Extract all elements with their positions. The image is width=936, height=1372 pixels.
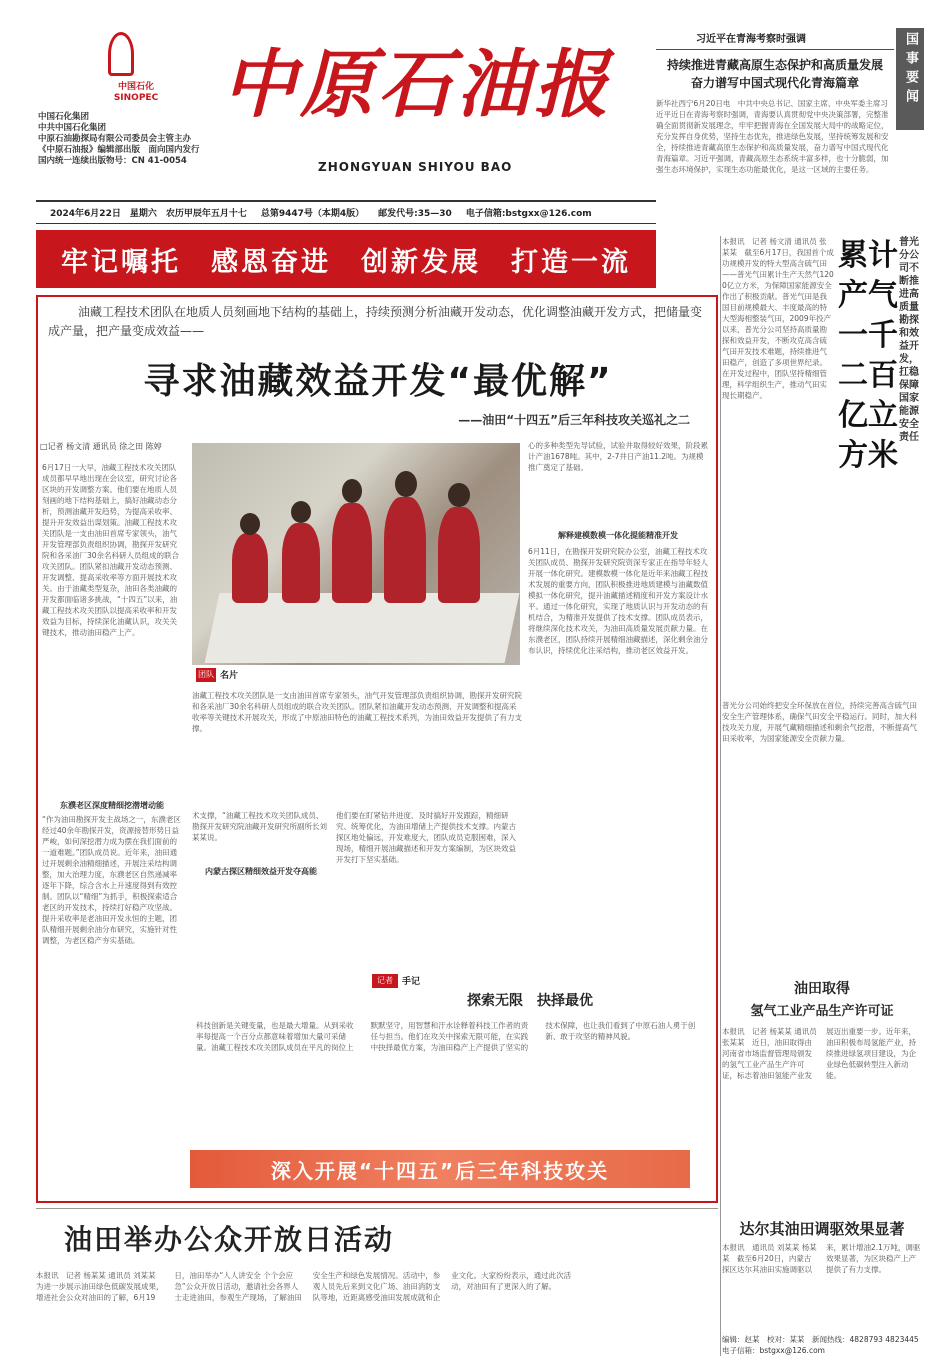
article-column: 术支撑，“油藏工程技术攻关团队成员、勘探开发研究院油藏开发研究所副所长刘某某说。 xyxy=(192,811,327,842)
notes-tag: 记者 xyxy=(372,974,398,988)
divider xyxy=(720,236,721,1356)
slogan-banner xyxy=(36,230,656,288)
article-column: 6月11日，在勘探开发研究院办公室，油藏工程技术攻关团队成员、勘探开发研究院资深专家正在指导年轻人开展一体化研究。建模数模一体化是近年来油藏工程技术发展的重要方向，团队积极推进地质建模与油藏数值模拟一体化研究，提升油藏描述精度和开发方案设计水平。通过一体化研究，实现了地质认识与开发动态的有机结合，为精准开发提供了技术支撑。团队成员表示，将继续深化技术攻关，为油田高质量发展贡献力量。在东濮老区，团队持续开展精细油藏描述，深化剩余油分布认识，持续优化注采结构，推动老区效益开发。 xyxy=(528,547,708,655)
article-column: 他们要在盯紧钻井进度、及时搞好开发跟踪，精细研究、统筹优化，为油田增储上产提供技术支撑。内蒙古探区地处偏远，开发难度大，团队成员克服困难，深入现场，精细开展油藏描述和开发方案编制，为区块效益开发打下坚实基础。 xyxy=(336,811,516,864)
top-news-box xyxy=(656,28,894,224)
person-shape xyxy=(232,533,268,603)
head-shape xyxy=(240,513,260,535)
postal-code: 邮发代号:35—30 xyxy=(378,209,452,219)
publisher-line: 中共中国石化集团 xyxy=(38,123,107,133)
issue-number: 总第9447号（本期4版） xyxy=(260,209,365,219)
head-shape xyxy=(395,471,417,497)
publisher-line: 国内统一连续出版物号：CN 41-0054 xyxy=(38,156,187,166)
article-column: 6月17日一大早，油藏工程技术攻关团队成员都早早地出现在会议室，研究讨论各区块的开发调整方案。他们要在地质人员刻画的地下结构基础上，搞好油藏动态分析，预测油藏开发趋势，为提高采收率、提升开发效益出谋划策。油藏工程技术攻关团队是一支由油田首席专家领头，油气开发管理部负责组织协调，勘探开发研究院和各采油厂30余名科研人员组成的联合攻关团队。团队紧扣油藏开发动态预测、开发调整、提高采收率等方面开展技术攻关。由于油藏类型复杂，油田各类油藏的开发都面临诸多挑战，“十四五”以来，油藏工程技术攻关团队以提高采收率和开发效益为目标，持续深化油藏认识，攻关关键技术，推动油田稳产上产。 xyxy=(42,463,180,637)
section-subhead: 内蒙古探区精细效益开发夺高能 xyxy=(205,867,317,876)
caption-label: 名片 xyxy=(220,671,239,681)
head-shape xyxy=(448,483,470,507)
bottom-right-headline[interactable]: 达尔其油田调驱效果显著 xyxy=(739,1220,905,1238)
person-shape xyxy=(332,503,372,603)
top-news-title-2[interactable]: 奋力谱写中国式现代化青海篇章 xyxy=(690,76,859,90)
team-card-text: 油藏工程技术攻关团队是一支由油田首席专家领头，油气开发管理部负责组织协调，勘探开发研究院和各采油厂30余名科研人员组成的联合攻关团队。团队紧扣油藏开发动态预测、开发调整和提高采收率等关键技术开展攻关，形成了中原油田特色的油藏工程技术系列，为油田效益开发提供了有力支撑。 xyxy=(192,691,522,733)
caption-tag: 团队 xyxy=(196,668,216,682)
right-headline[interactable]: 累计产气一千二百亿立方米 xyxy=(838,238,898,473)
right-article-body-3: 本报讯 记者 杨某某 通讯员 张某某 近日，油田取得由河南省市场监督管理局颁发的氢气工业产品生产许可证，标志着油田氢能产业发展迈出重要一步。近年来，油田积极布局氢能产业，持续推进绿氢项目建设，为企业绿色低碳转型注入新动能。 xyxy=(722,1027,916,1080)
head-shape xyxy=(291,501,311,523)
contact-email[interactable]: 电子信箱:bstgxx@126.com xyxy=(465,209,592,219)
feature-headline[interactable]: 寻求油藏效益开发“最优解” xyxy=(143,361,613,402)
sinopec-logo xyxy=(108,32,134,76)
logo-text: 中国石化 SINOPEC xyxy=(113,82,159,103)
person-shape xyxy=(384,497,426,603)
top-news-body: 新华社西宁6月20日电 中共中央总书记、国家主席、中央军委主席习近平近日在青海考察时强调，青海要认真贯彻党中央决策部署，完整准确全面贯彻新发展理念，牢牢把握青海在全国发展大局中的战略定位，充分发挥自身优势，坚持生态优先，推进绿色发展，坚持统筹发展和安全，持续推进青藏高原生态保护和高质量发展，奋力谱写中国式现代化青海篇章。习近平强调，青藏高原生态系统丰富多样，也十分脆弱，加强生态环境保护，实现生态功能最优化，是这一区域的主要任务。 xyxy=(656,99,889,174)
byline: □记者 杨文清 通讯员 徐之田 陈婷 xyxy=(40,442,162,451)
newspaper-pinyin: ZHONGYUAN SHIYOU BAO xyxy=(318,160,513,174)
right-headline-2[interactable]: 油田取得 xyxy=(794,981,850,997)
slogan-text: 牢记嘱托 感恩奋进 创新发展 打造一流 xyxy=(61,246,631,278)
article-column: 心的多种类型先导试验，试验井取得较好效果，阶段累计产油1678吨。其中，2-7井日产油11.2吨。为规模推广奠定了基础。 xyxy=(528,441,708,472)
right-article-body-2: 普光分公司始终把安全环保放在首位，持续完善高含硫气田安全生产管理体系，确保气田安全平稳运行。同时，加大科技攻关力度，开展气藏精细描述和剩余气挖潜，不断提高气田采收率，为国家能源安全贡献力量。 xyxy=(722,701,917,743)
right-deck: 普光分公司不断推进高质量勘探和效益开发，扛稳保障国家能源安全责任 xyxy=(899,237,919,443)
publisher-line: 中国石化集团 xyxy=(38,112,90,122)
publisher-line: 中原石油勘探局有限公司委员会主管主办 xyxy=(38,134,192,144)
publisher-info xyxy=(38,112,228,167)
notes-label: 手记 xyxy=(402,977,421,987)
head-shape xyxy=(342,479,362,503)
person-shape xyxy=(282,523,320,603)
series-banner: 深入开展“十四五”后三年科技攻关 xyxy=(190,1150,690,1188)
notes-headline[interactable]: 探索无限 抉择最优 xyxy=(467,993,593,1009)
team-photo xyxy=(192,443,520,665)
right-article-body: 本报讯 记者 杨文清 通讯员 张某某 截至6月17日，我国首个成功规模开发的特大型高含硫气田——普光气田累计生产天然气1200亿立方米，为保障国家能源安全作出了积极贡献。普光气田是我国目前规模最大、丰度最高的特大型海相整装气田，2009年投产以来，普光分公司坚持高质量勘探和效益开发，不断攻克高含硫气田开发技术难题，持续推进气田稳产，创造了多项世界纪录。在开发过程中，团队坚持精细管理，科学组织生产，推动气田实现长期稳产。 xyxy=(722,237,834,400)
newspaper-title: 中原石油报 xyxy=(222,42,612,128)
article-column: “作为油田勘探开发主战场之一，东濮老区经过40余年勘探开发，资源接替形势日益严峻，如何深挖潜力成为摆在我们面前的一道难题。”团队成员说。近年来，油田通过开展剩余油精细描述，开展注采结构调整，加大治理力度，东濮老区自然递减率逐年下降，综合含水上升速度得到有效控制。团队以“精细”为抓手，积极探索适合老区的开发技术，持续打好稳产攻坚战。提升采收率是老油田开发永恒的主题，团队精细开展剩余油分布研究，实施针对性调整，为老区稳产夯实基础。 xyxy=(42,815,181,945)
issue-date: 2024年6月22日 星期六 农历甲辰年五月十七 xyxy=(50,209,247,219)
section-subhead: 东濮老区深度精细挖潜增动能 xyxy=(60,801,164,810)
section-tag xyxy=(896,28,924,130)
desk-shape xyxy=(205,593,520,663)
right-headline-2-sub[interactable]: 氢气工业产品生产许可证 xyxy=(750,1004,894,1019)
notes-body: 科技创新是关键变量，也是最大增量。从到采收率每提高一个百分点都意味着增加大量可采储量。油藏工程技术攻关团队成员在平凡的岗位上默默坚守，用智慧和汗水诠释着科技工作者的责任与担当。他们在攻关中探索无限可能，在实践中抉择最优方案，为油田稳产上产提供了坚实的技术保障，也让我们看到了中原石油人勇于创新、敢于攻坚的精神风貌。 xyxy=(196,1021,696,1052)
top-news-title[interactable]: 持续推进青藏高原生态保护和高质量发展 xyxy=(666,58,883,72)
top-news-kicker: 习近平在青海考察时强调 xyxy=(656,28,894,50)
section-tag-label: 国事要闻 xyxy=(903,32,918,108)
bottom-article-body: 本报讯 记者 杨某某 通讯员 刘某某 为进一步展示油田绿色低碳发展成果，增进社会公众对油田的了解，6月19日，油田举办“人人讲安全 个个会应急”公众开放日活动，邀请社会各界人士走进油田，参观生产现场，了解油田安全生产和绿色发展情况。活动中，参观人员先后来到文化广场、油田消防支队等地，近距离感受油田发展成就和企业文化。大家纷纷表示，通过此次活动，对油田有了更深入的了解。 xyxy=(36,1271,572,1302)
bottom-headline[interactable]: 油田举办公众开放日活动 xyxy=(64,1223,395,1256)
publisher-line: 《中原石油报》编辑部出版 面向国内发行 xyxy=(38,145,200,155)
divider xyxy=(36,1208,718,1209)
page-footer: 编辑：赵某 校对：某某 新闻热线：4828793 4823445 电子信箱：bstgxx@126.com xyxy=(722,1335,927,1355)
date-bar xyxy=(36,200,656,224)
section-subhead: 解释建模数模一体化提能精准开发 xyxy=(558,531,678,540)
feature-subhead: ——油田“十四五”后三年科技攻关巡礼之二 xyxy=(458,413,690,427)
feature-intro: 油藏工程技术团队在地质人员刻画地下结构的基础上，持续预测分析油藏开发动态，优化调整油藏开发方式，把储量变成产量，把产量变成效益—— xyxy=(48,305,703,338)
bottom-right-body: 本报讯 通讯员 刘某某 杨某某 截至6月20日，内蒙古探区达尔其油田实施调驱以来，累计增油2.1万吨，调驱效果显著，为区块稳产上产提供了有力支撑。 xyxy=(722,1243,921,1274)
person-shape xyxy=(438,507,480,603)
